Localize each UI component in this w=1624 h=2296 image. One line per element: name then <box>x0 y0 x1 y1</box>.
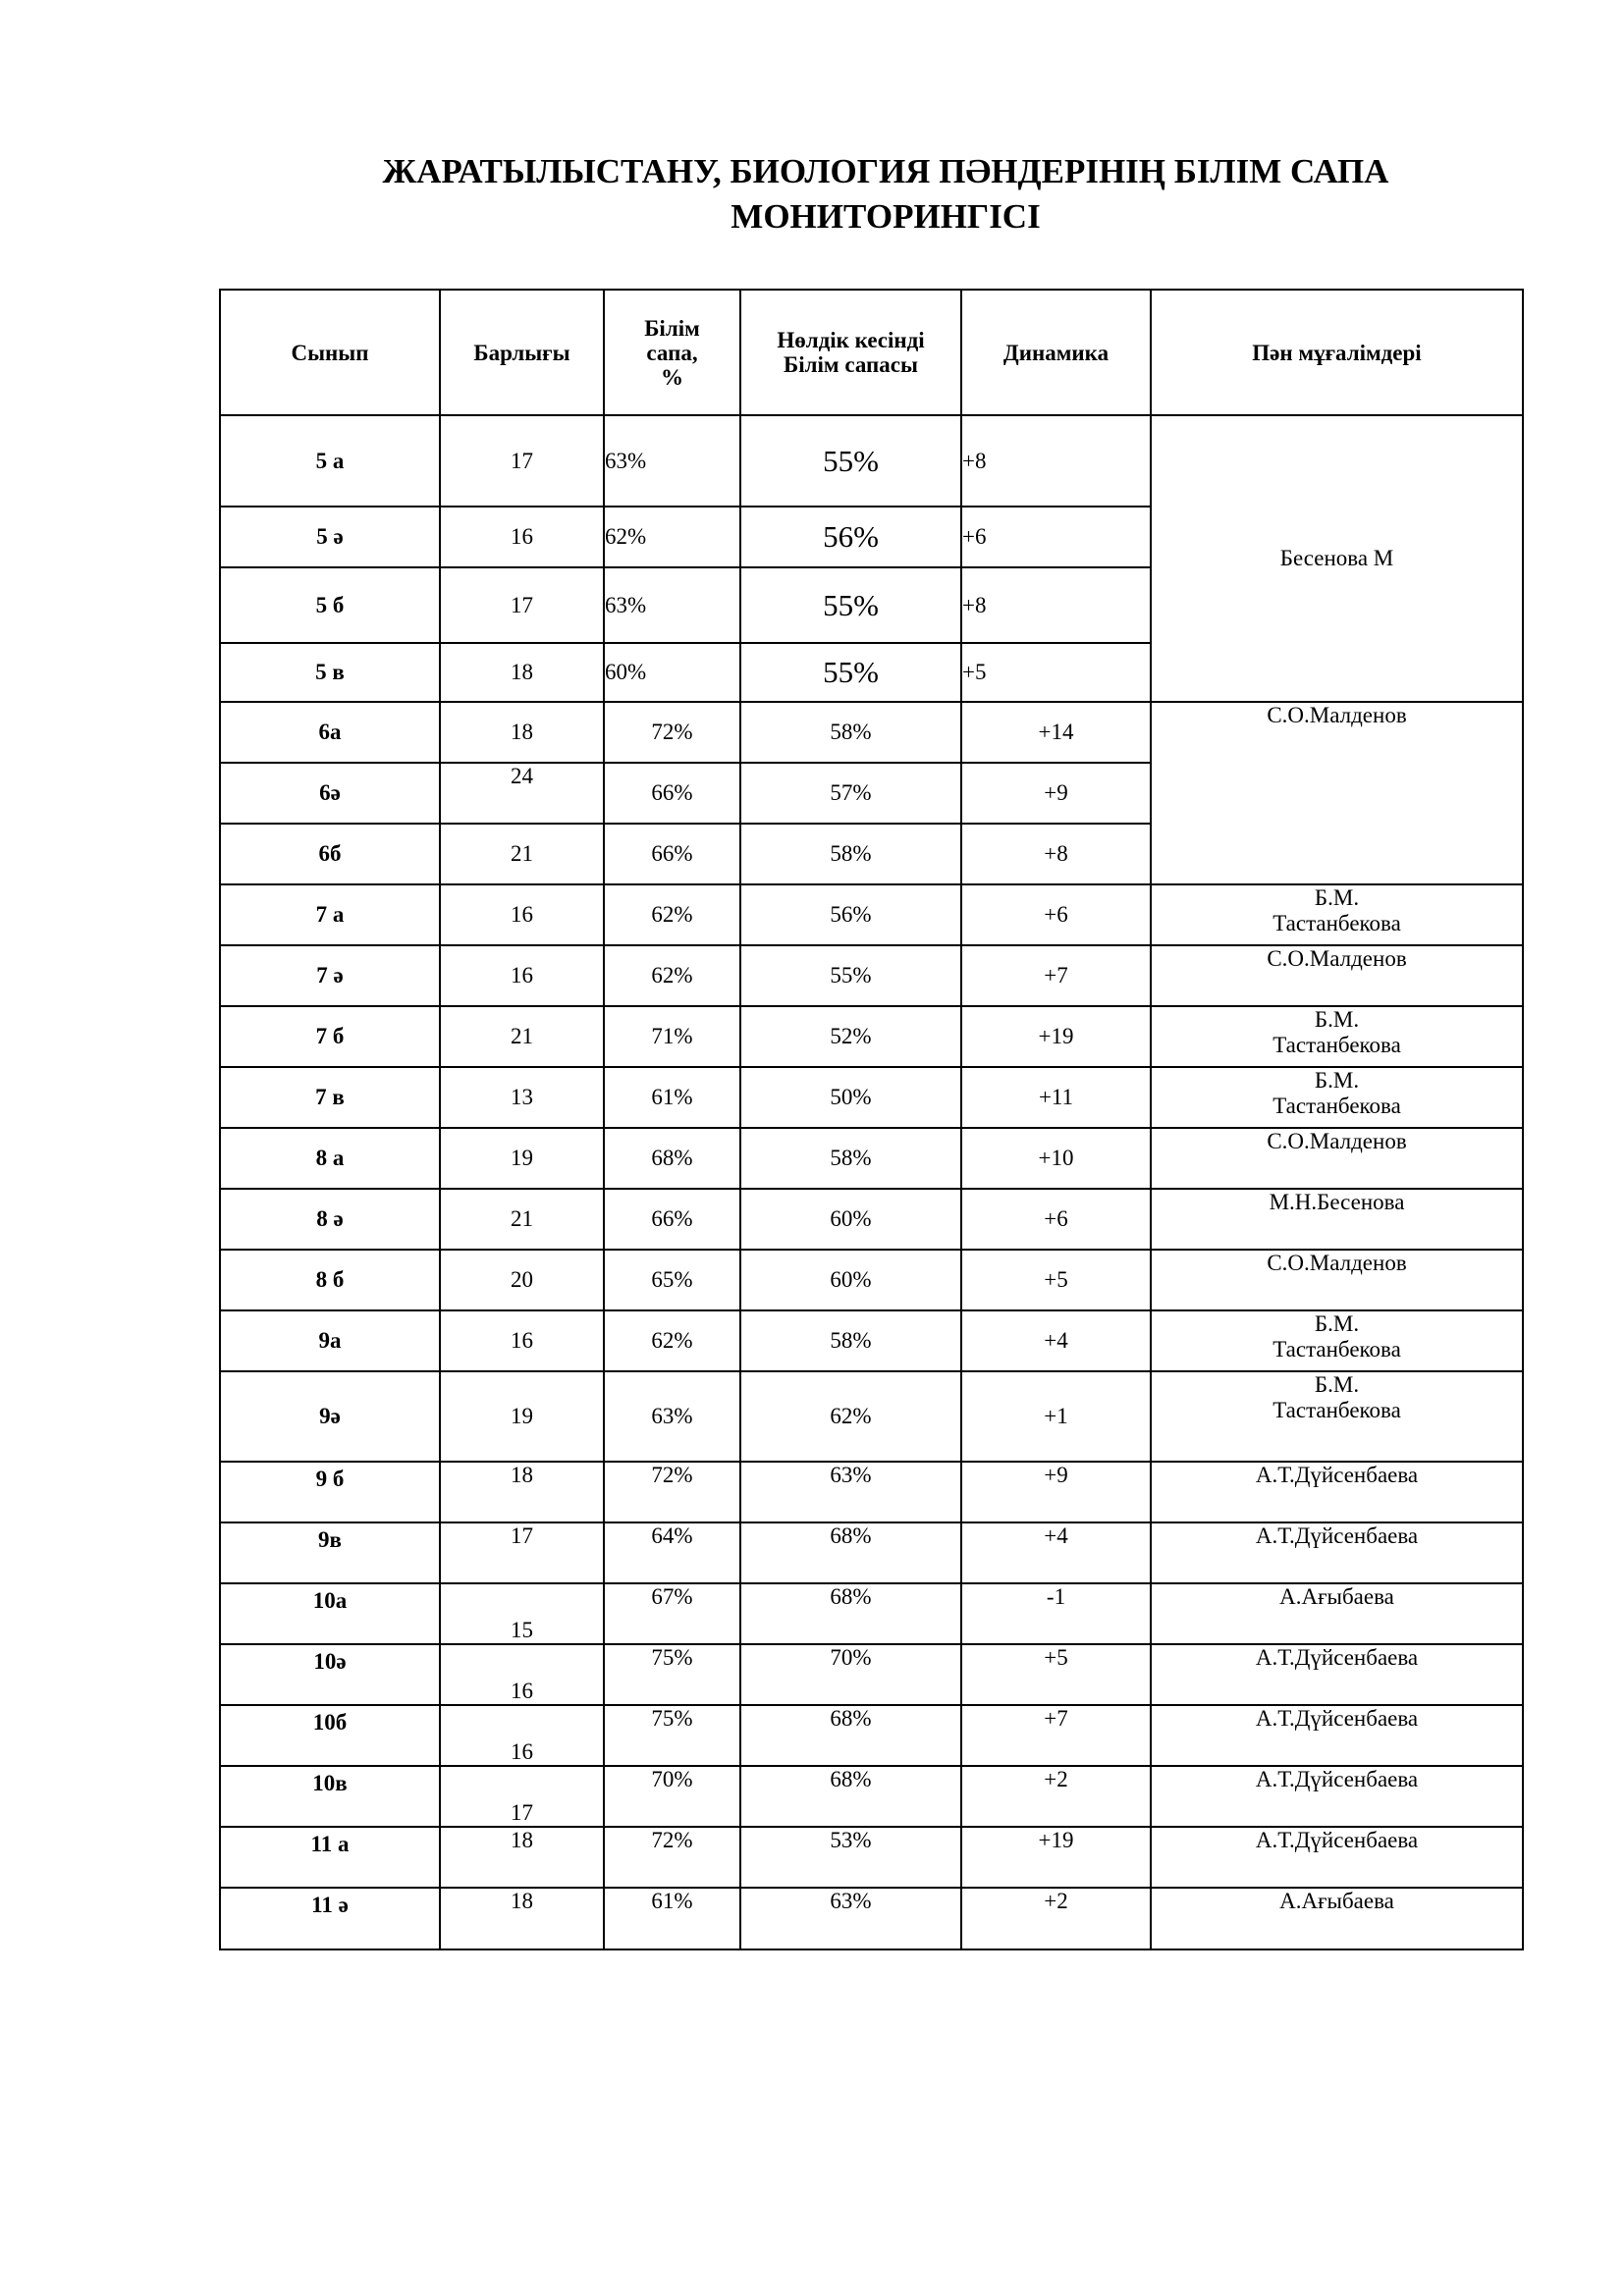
class-cell: 9ә <box>220 1371 440 1462</box>
total-cell: 21 <box>440 824 604 884</box>
class-cell: 7 а <box>220 884 440 945</box>
header-class: Сынып <box>220 290 440 415</box>
total-cell: 16 <box>440 1644 604 1705</box>
quality-cell: 71% <box>604 1006 740 1067</box>
zero-cut-cell: 56% <box>740 507 961 567</box>
total-cell: 17 <box>440 415 604 507</box>
class-cell: 5 а <box>220 415 440 507</box>
dynamics-cell: +4 <box>961 1310 1151 1371</box>
class-cell: 5 в <box>220 643 440 702</box>
zero-cut-cell: 58% <box>740 824 961 884</box>
dynamics-cell: +19 <box>961 1827 1151 1888</box>
header-quality-line-2: сапа, <box>646 340 698 365</box>
dynamics-cell: +9 <box>961 763 1151 824</box>
quality-cell: 62% <box>604 1310 740 1371</box>
dynamics-cell: +11 <box>961 1067 1151 1128</box>
table-row <box>220 1371 1523 1462</box>
class-cell: 7 ә <box>220 945 440 1006</box>
class-cell: 6б <box>220 824 440 884</box>
table-row <box>220 1827 1523 1888</box>
class-cell: 8 а <box>220 1128 440 1189</box>
class-cell: 7 в <box>220 1067 440 1128</box>
teacher-initials: Б.М. <box>1314 1372 1360 1397</box>
class-cell: 11 ә <box>220 1888 440 1949</box>
dynamics-cell: +10 <box>961 1128 1151 1189</box>
quality-cell: 72% <box>604 702 740 763</box>
total-cell: 16 <box>440 945 604 1006</box>
table-row <box>220 1462 1523 1522</box>
class-cell: 8 ә <box>220 1189 440 1250</box>
teacher-cell: А.Т.Дүйсенбаева <box>1151 1462 1523 1522</box>
header-total: Барлығы <box>440 290 604 415</box>
teacher-surname: Тастанбекова <box>1272 911 1401 935</box>
teacher-cell-grade6: С.О.Малденов <box>1151 702 1523 884</box>
dynamics-cell: +7 <box>961 1705 1151 1766</box>
zero-cut-cell: 50% <box>740 1067 961 1128</box>
class-cell: 5 б <box>220 567 440 643</box>
table-row <box>220 702 1523 763</box>
table-row <box>220 1128 1523 1189</box>
zero-cut-cell: 55% <box>740 945 961 1006</box>
teacher-cell <box>1151 1371 1523 1462</box>
header-quality-line-1: Білім <box>644 315 700 341</box>
teacher-cell-grade5: Бесенова М <box>1151 415 1523 702</box>
class-cell: 10ә <box>220 1644 440 1705</box>
dynamics-cell: +5 <box>961 1644 1151 1705</box>
dynamics-cell: +8 <box>961 567 1151 643</box>
dynamics-cell: +1 <box>961 1371 1151 1462</box>
zero-cut-cell: 60% <box>740 1250 961 1310</box>
quality-cell: 62% <box>604 507 740 567</box>
teacher-cell: С.О.Малденов <box>1151 1128 1523 1189</box>
table-header-row <box>220 290 1523 415</box>
class-cell: 6а <box>220 702 440 763</box>
header-quality-line-3: % <box>661 364 683 390</box>
dynamics-cell: +19 <box>961 1006 1151 1067</box>
quality-cell: 62% <box>604 945 740 1006</box>
zero-cut-cell: 63% <box>740 1462 961 1522</box>
teacher-cell: А.Т.Дүйсенбаева <box>1151 1522 1523 1583</box>
quality-cell: 72% <box>604 1462 740 1522</box>
header-zero-cut-line-2: Білім сапасы <box>784 352 918 377</box>
table-row <box>220 1766 1523 1827</box>
teacher-cell <box>1151 1310 1523 1371</box>
header-teachers: Пән мұғалімдері <box>1151 290 1523 415</box>
teacher-surname: Тастанбекова <box>1272 1094 1401 1118</box>
total-cell: 18 <box>440 702 604 763</box>
quality-cell: 64% <box>604 1522 740 1583</box>
quality-cell: 66% <box>604 1189 740 1250</box>
dynamics-cell: -1 <box>961 1583 1151 1644</box>
quality-cell: 60% <box>604 643 740 702</box>
teacher-initials: Б.М. <box>1314 1311 1360 1336</box>
total-cell: 16 <box>440 1310 604 1371</box>
total-cell: 21 <box>440 1006 604 1067</box>
teacher-cell: М.Н.Бесенова <box>1151 1189 1523 1250</box>
quality-cell: 63% <box>604 1371 740 1462</box>
teacher-cell: А.Ағыбаева <box>1151 1583 1523 1644</box>
quality-cell: 70% <box>604 1766 740 1827</box>
class-cell: 11 а <box>220 1827 440 1888</box>
zero-cut-cell: 68% <box>740 1705 961 1766</box>
total-cell: 19 <box>440 1128 604 1189</box>
teacher-initials: Б.М. <box>1314 1007 1360 1032</box>
table-row <box>220 945 1523 1006</box>
teacher-initials: Б.М. <box>1314 1068 1360 1093</box>
quality-cell: 62% <box>604 884 740 945</box>
dynamics-cell: +2 <box>961 1888 1151 1949</box>
dynamics-cell: +6 <box>961 507 1151 567</box>
zero-cut-cell: 68% <box>740 1583 961 1644</box>
teacher-cell: А.Т.Дүйсенбаева <box>1151 1827 1523 1888</box>
dynamics-cell: +9 <box>961 1462 1151 1522</box>
header-dynamics: Динамика <box>961 290 1151 415</box>
page-title-line-1: ЖАРАТЫЛЫСТАНУ, БИОЛОГИЯ ПӘНДЕРІНІҢ БІЛІМ САПА <box>382 152 1389 190</box>
total-cell: 13 <box>440 1067 604 1128</box>
table-row <box>220 1522 1523 1583</box>
total-cell: 24 <box>440 763 604 824</box>
zero-cut-cell: 70% <box>740 1644 961 1705</box>
total-cell: 19 <box>440 1371 604 1462</box>
class-cell: 8 б <box>220 1250 440 1310</box>
total-cell: 16 <box>440 884 604 945</box>
total-cell: 17 <box>440 567 604 643</box>
table-row <box>220 1250 1523 1310</box>
quality-cell: 68% <box>604 1128 740 1189</box>
quality-cell: 67% <box>604 1583 740 1644</box>
dynamics-cell: +6 <box>961 884 1151 945</box>
teacher-cell <box>1151 1006 1523 1067</box>
total-cell: 18 <box>440 1827 604 1888</box>
quality-cell: 65% <box>604 1250 740 1310</box>
zero-cut-cell: 58% <box>740 702 961 763</box>
dynamics-cell: +7 <box>961 945 1151 1006</box>
table-row <box>220 1189 1523 1250</box>
total-cell: 17 <box>440 1522 604 1583</box>
zero-cut-cell: 56% <box>740 884 961 945</box>
class-cell: 10б <box>220 1705 440 1766</box>
quality-cell: 63% <box>604 567 740 643</box>
dynamics-cell: +5 <box>961 643 1151 702</box>
teacher-cell <box>1151 884 1523 945</box>
header-zero-cut-line-1: Нөлдік кесінді <box>777 328 925 352</box>
zero-cut-cell: 55% <box>740 643 961 702</box>
total-cell: 18 <box>440 1888 604 1949</box>
teacher-surname: Тастанбекова <box>1272 1398 1401 1422</box>
zero-cut-cell: 55% <box>740 567 961 643</box>
class-cell: 7 б <box>220 1006 440 1067</box>
page-title-line-2: МОНИТОРИНГІСІ <box>731 197 1041 236</box>
quality-cell: 75% <box>604 1644 740 1705</box>
table-row <box>220 884 1523 945</box>
zero-cut-cell: 55% <box>740 415 961 507</box>
quality-cell: 66% <box>604 824 740 884</box>
table-row <box>220 1006 1523 1067</box>
class-cell: 6ә <box>220 763 440 824</box>
total-cell: 17 <box>440 1766 604 1827</box>
total-cell: 20 <box>440 1250 604 1310</box>
header-zero-cut <box>740 290 961 415</box>
class-cell: 9в <box>220 1522 440 1583</box>
zero-cut-cell: 57% <box>740 763 961 824</box>
zero-cut-cell: 60% <box>740 1189 961 1250</box>
quality-cell: 61% <box>604 1067 740 1128</box>
table-row <box>220 1067 1523 1128</box>
class-cell: 9а <box>220 1310 440 1371</box>
teacher-surname: Тастанбекова <box>1272 1337 1401 1362</box>
class-cell: 10а <box>220 1583 440 1644</box>
class-cell: 5 ә <box>220 507 440 567</box>
table-row <box>220 1583 1523 1644</box>
zero-cut-cell: 63% <box>740 1888 961 1949</box>
zero-cut-cell: 68% <box>740 1522 961 1583</box>
quality-cell: 66% <box>604 763 740 824</box>
teacher-cell: А.Т.Дүйсенбаева <box>1151 1644 1523 1705</box>
dynamics-cell: +4 <box>961 1522 1151 1583</box>
header-quality <box>604 290 740 415</box>
quality-cell: 75% <box>604 1705 740 1766</box>
teacher-cell <box>1151 1067 1523 1128</box>
table-row <box>220 1888 1523 1949</box>
total-cell: 16 <box>440 1705 604 1766</box>
zero-cut-cell: 53% <box>740 1827 961 1888</box>
dynamics-cell: +6 <box>961 1189 1151 1250</box>
quality-cell: 72% <box>604 1827 740 1888</box>
zero-cut-cell: 62% <box>740 1371 961 1462</box>
zero-cut-cell: 52% <box>740 1006 961 1067</box>
quality-cell: 63% <box>604 415 740 507</box>
zero-cut-cell: 58% <box>740 1310 961 1371</box>
page-title <box>0 149 1624 240</box>
total-cell: 18 <box>440 643 604 702</box>
teacher-surname: Тастанбекова <box>1272 1033 1401 1057</box>
teacher-initials: Б.М. <box>1314 885 1360 910</box>
teacher-cell: С.О.Малденов <box>1151 1250 1523 1310</box>
dynamics-cell: +2 <box>961 1766 1151 1827</box>
monitoring-table <box>219 289 1524 1950</box>
total-cell: 16 <box>440 507 604 567</box>
teacher-cell: А.Ағыбаева <box>1151 1888 1523 1949</box>
quality-cell: 61% <box>604 1888 740 1949</box>
dynamics-cell: +5 <box>961 1250 1151 1310</box>
table-row <box>220 1310 1523 1371</box>
zero-cut-cell: 58% <box>740 1128 961 1189</box>
teacher-cell: А.Т.Дүйсенбаева <box>1151 1766 1523 1827</box>
teacher-cell: С.О.Малденов <box>1151 945 1523 1006</box>
dynamics-cell: +8 <box>961 824 1151 884</box>
table-row <box>220 1705 1523 1766</box>
dynamics-cell: +14 <box>961 702 1151 763</box>
total-cell: 15 <box>440 1583 604 1644</box>
table-row <box>220 1644 1523 1705</box>
dynamics-cell: +8 <box>961 415 1151 507</box>
zero-cut-cell: 68% <box>740 1766 961 1827</box>
total-cell: 18 <box>440 1462 604 1522</box>
class-cell: 9 б <box>220 1462 440 1522</box>
class-cell: 10в <box>220 1766 440 1827</box>
total-cell: 21 <box>440 1189 604 1250</box>
teacher-cell: А.Т.Дүйсенбаева <box>1151 1705 1523 1766</box>
table-row <box>220 415 1523 507</box>
